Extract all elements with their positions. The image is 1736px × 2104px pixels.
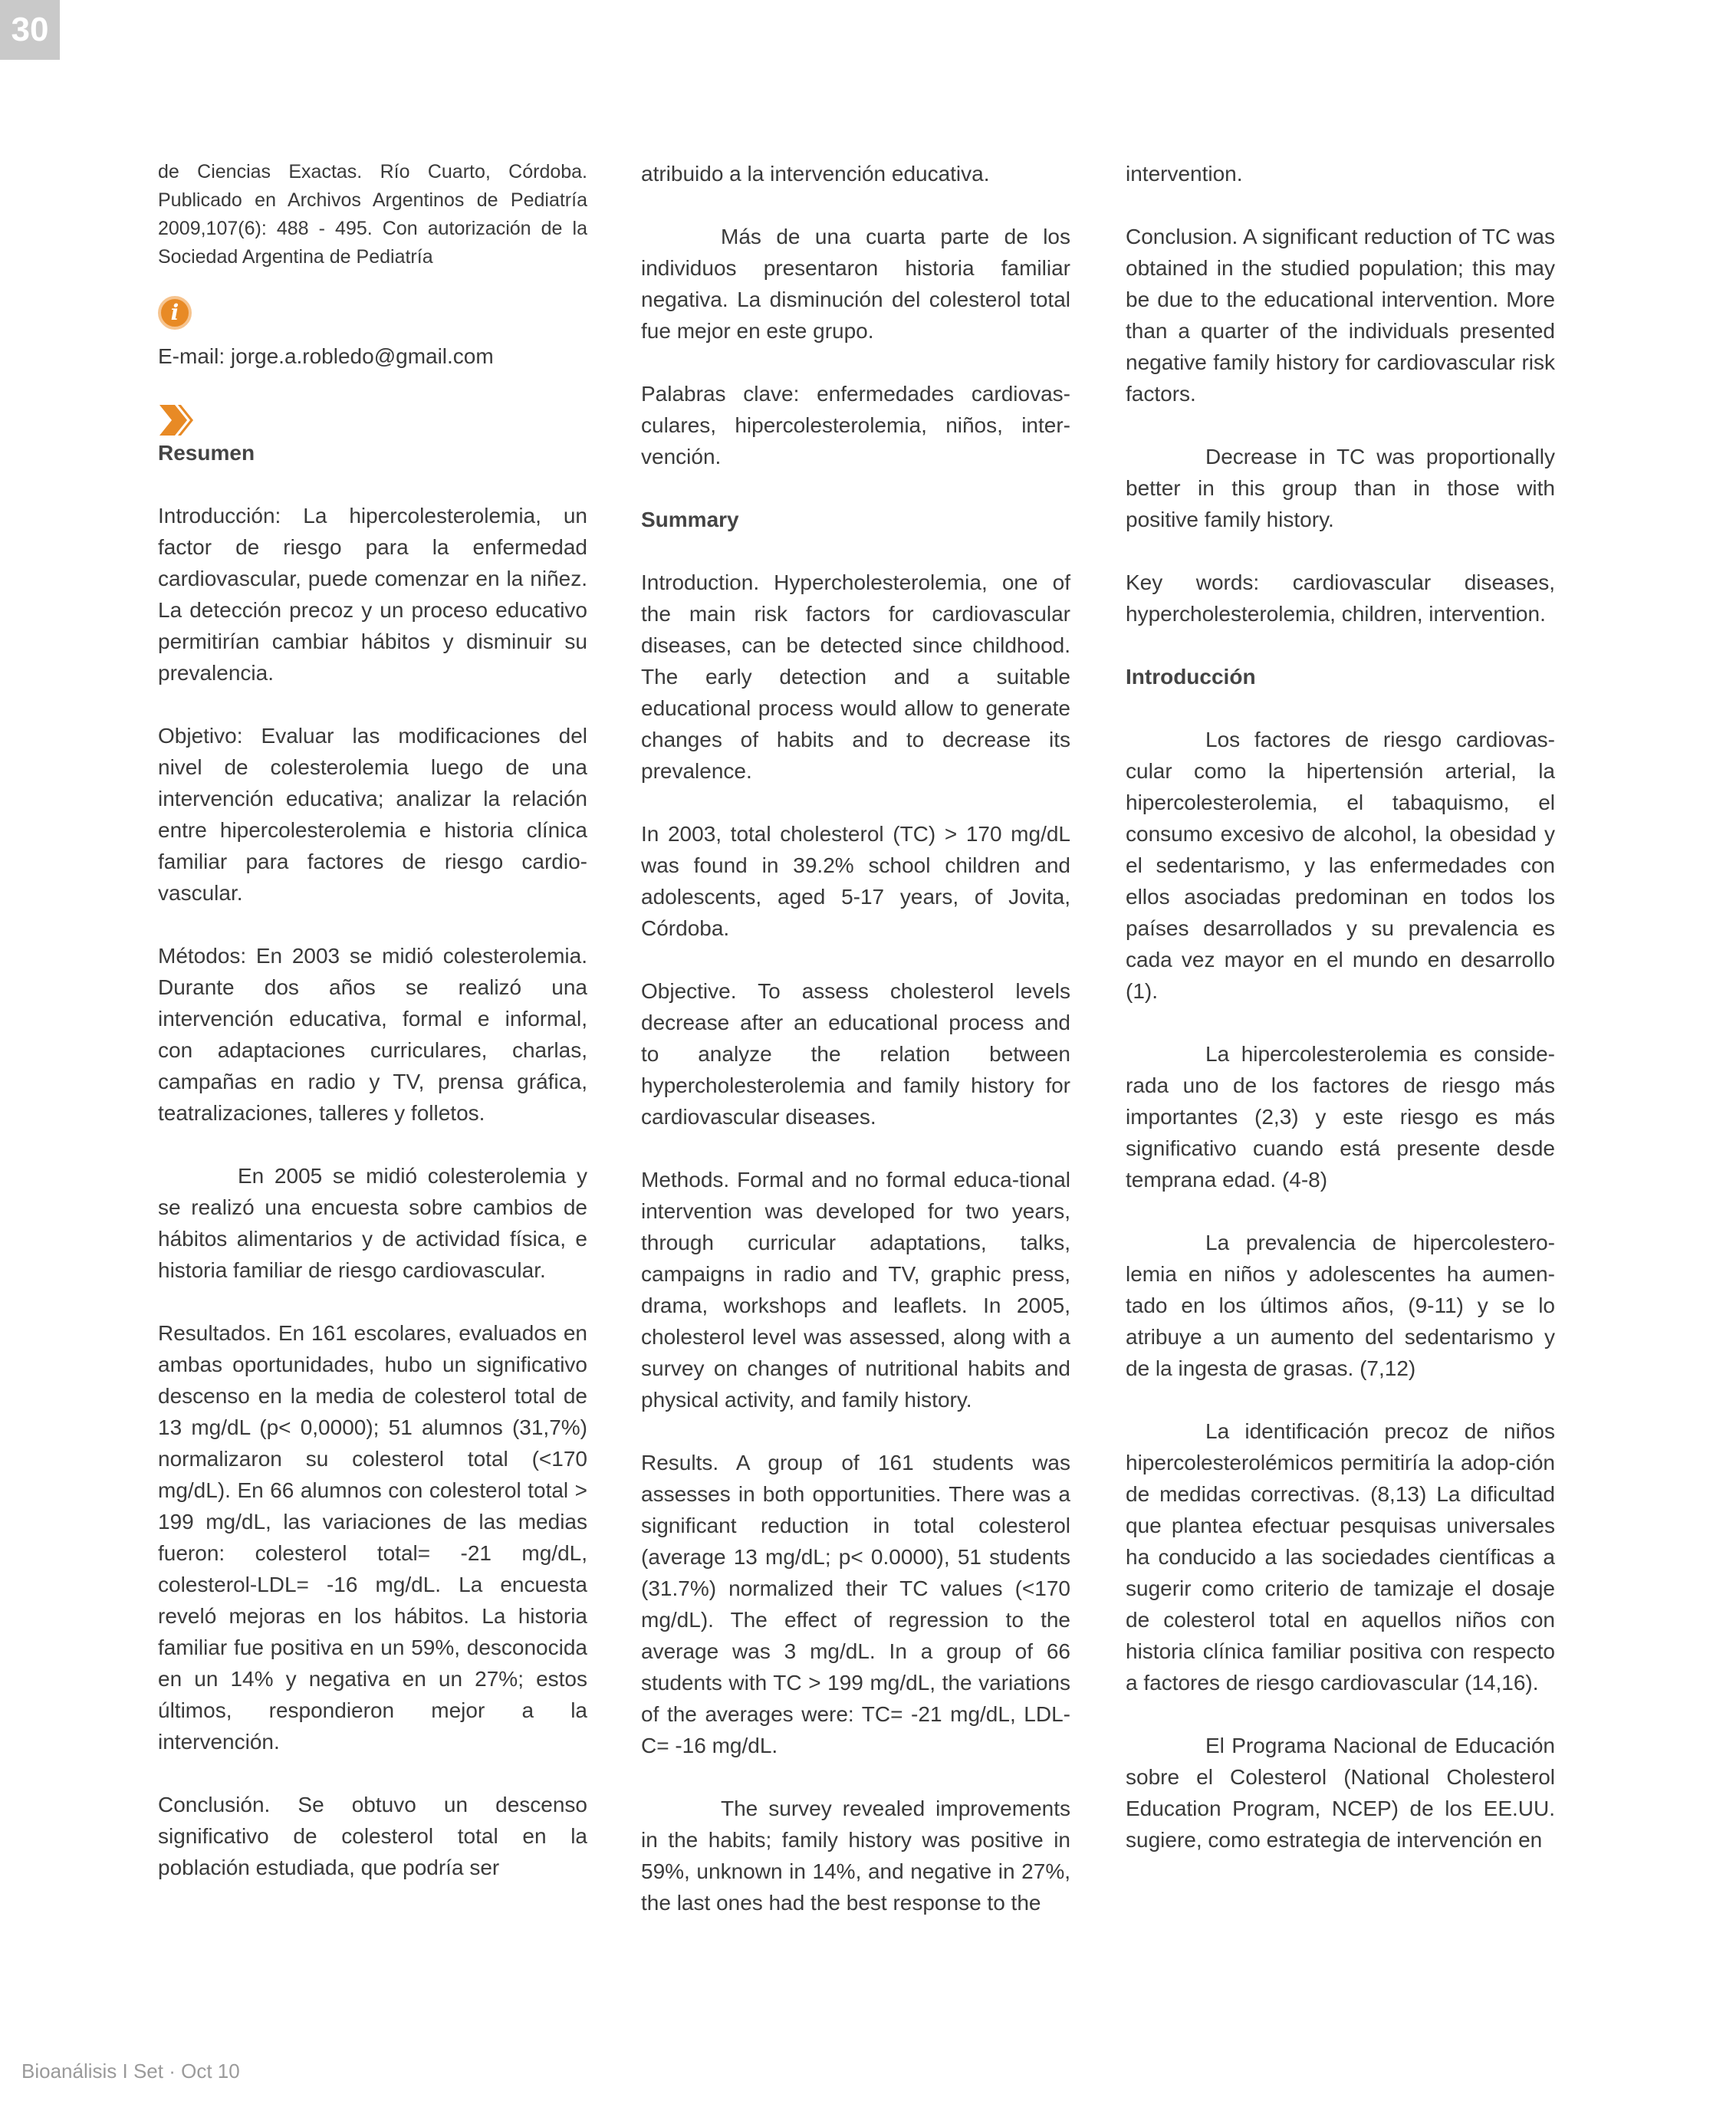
intro-paragraph-3: La prevalencia de hipercolestero-lemia en niños y adolescentes ha aumen-tado en los últimos años, (9-11) y se lo atribuye a un aumento del sedentarismo y de la ingesta de grasas. (7,12) — [1126, 1231, 1555, 1380]
intro-paragraph-5: El Programa Nacional de Educación sobre el Colesterol (National Cholesterol Education Program, NCEP) de los EE.UU. sugiere, como estrategia de intervención en — [1126, 1734, 1555, 1852]
key-words: Key words: cardiovascular diseases, hypercholesterolemia, children, intervention. — [1126, 570, 1555, 626]
affiliation-text: de Ciencias Exactas. Río Cuarto, Córdoba. Publicado en Archivos Argentinos de Pediatría 2009,107(6): 488 - 495. Con autorización de la Sociedad Argentina de Pediatría — [158, 161, 587, 268]
palabras-clave: Palabras clave: enfermedades cardiovas-culares, hipercolesterolemia, niños, inter-vención. — [641, 382, 1070, 468]
column-right — [1126, 158, 1555, 1887]
introduccion-heading: Introducción — [1126, 665, 1256, 689]
abstract-resultados: Resultados. En 161 escolares, evaluados en ambas oportunidades, hubo un significativo descenso en la media de colesterol total de 13 mg/dL (p< 0,0000); 51 alumnos (31,7%) normalizaron su colesterol total (<170 mg/dL). En 66 alumnos con colesterol total > 199 mg/dL, las variaciones de las medias fueron: colesterol total= -21 mg/dL, colesterol-LDL= -16 mg/dL. La encuesta reveló mejoras en los hábitos. La historia familiar fue positiva en un 59%, desconocida en un 14% y negativa en un 27%; estos últimos, respondieron mejor a la intervención. — [158, 1321, 587, 1754]
info-icon: i — [158, 296, 192, 330]
abstract-conclusion-cont: atribuido a la intervención educativa. — [641, 162, 990, 186]
author-email: E-mail: jorge.a.robledo@gmail.com — [158, 344, 494, 368]
intro-paragraph-1: Los factores de riesgo cardiovas-cular como la hipertensión arterial, la hipercolesterolemia, el tabaquismo, el consumo excesivo de alcohol, la obesidad y el sedentarismo, y las enfermedades con ellos asociadas predominan en todos los países desarrollados y su prevalencia es cada vez mayor en el mundo en desarrollo (1). — [1126, 728, 1555, 1003]
abstract-introduccion: Introducción: La hipercolesterolemia, un factor de riesgo para la enfermedad cardiovascular, puede comenzar en la niñez. La detección precoz y un proceso educativo permitirían cambiar hábitos y disminuir su prevalencia. — [158, 504, 587, 685]
summary-introduction: Introduction. Hypercholesterolemia, one of the main risk factors for cardiovascular diseases, can be detected since childhood. The early detection and a suitable educational process would allow to generate changes of habits and to decrease its prevalence. — [641, 570, 1070, 783]
summary-conclusion-2: Decrease in TC was proportionally better in this group than in those with positive family history. — [1126, 445, 1555, 531]
info-icon-row — [158, 294, 587, 340]
abstract-metodos-cont: En 2005 se midió colesterolemia y se realizó una encuesta sobre cambios de hábitos alimentarios y de actividad física, e historia familiar de riesgo cardiovascular. — [158, 1164, 587, 1282]
summary-conclusion: Conclusion. A significant reduction of TC was obtained in the studied population; this may be due to the educational intervention. More than a quarter of the individuals presented negative family history for cardiovascular risk factors. — [1126, 225, 1555, 406]
summary-results: Results. A group of 161 students was assesses in both opportunities. There was a significant reduction in total colesterol (average 13 mg/dL; p< 0.0000), 51 students (31.7%) normalized their TC values (<170 mg/dL). The effect of regression to the average was 3 mg/dL. In a group of 66 students with TC > 199 mg/dL, the variations of the averages were: TC= -21 mg/dL, LDL-C= -16 mg/dL. — [641, 1451, 1070, 1757]
abstract-objetivo: Objetivo: Evaluar las modificaciones del nivel de colesterolemia luego de una intervención educativa; analizar la relación entre hipercolesterolemia e historia clínica familiar para factores de riesgo cardio-vascular. — [158, 724, 587, 905]
intro-paragraph-2: La hipercolesterolemia es conside-rada uno de los factores de riesgo más importantes (2,3) y este riesgo es más significativo cuando está presente desde temprana edad. (4-8) — [1126, 1042, 1555, 1192]
arrow-right-icon — [158, 403, 193, 437]
summary-results-2: The survey revealed improvements in the habits; family history was positive in 59%, unknown in 14%, and negative in 27%, the last ones had the best response to the — [641, 1797, 1070, 1915]
page-footer: Bioanálisis I Set · Oct 10 — [21, 2060, 240, 2083]
column-middle — [641, 158, 1070, 1950]
resumen-heading: Resumen — [158, 441, 255, 465]
intro-paragraph-4: La identificación precoz de niños hipercolesterolémicos permitiría la adop-ción de medidas correctivas. (8,13) La dificultad que plantea efectuar pesquisas universales ha conducido a las sociedades científicas a sugerir como criterio de tamizaje el dosaje de colesterol total en aquellos niños con historia clínica familiar positiva con respecto a factores de riesgo cardiovascular (14,16). — [1126, 1419, 1555, 1695]
summary-objective: Objective. To assess cholesterol levels decrease after an educational process and to analyze the relation between hypercholesterolemia and family history for cardiovascular diseases. — [641, 979, 1070, 1129]
abstract-metodos: Métodos: En 2003 se midió colesterolemia. Durante dos años se realizó una intervención educativa, formal e informal, con adaptaciones curriculares, charlas, campañas en radio y TV, prensa gráfica, teatralizaciones, talleres y folletos. — [158, 944, 587, 1125]
page-number: 30 — [0, 0, 60, 60]
summary-introduction-2: In 2003, total cholesterol (TC) > 170 mg/dL was found in 39.2% school children and adolescents, aged 5-17 years, of Jovita, Córdoba. — [641, 822, 1070, 940]
summary-heading: Summary — [641, 508, 739, 531]
summary-methods: Methods. Formal and no formal educa-tional intervention was developed for two years, through curricular adaptations, talks, campaigns in radio and TV, graphic press, drama, workshops and leaflets. In 2005, cholesterol level was assessed, along with a survey on changes of nutritional habits and physical activity, and family history. — [641, 1168, 1070, 1412]
abstract-conclusion-2: Más de una cuarta parte de los individuos presentaron historia familiar negativa. La disminución del colesterol total fue mejor en este grupo. — [641, 225, 1070, 343]
abstract-conclusion: Conclusión. Se obtuvo un descenso significativo de colesterol total en la población estudiada, que podría ser — [158, 1793, 587, 1879]
summary-results-cont: intervention. — [1126, 162, 1243, 186]
column-left — [158, 158, 587, 1915]
